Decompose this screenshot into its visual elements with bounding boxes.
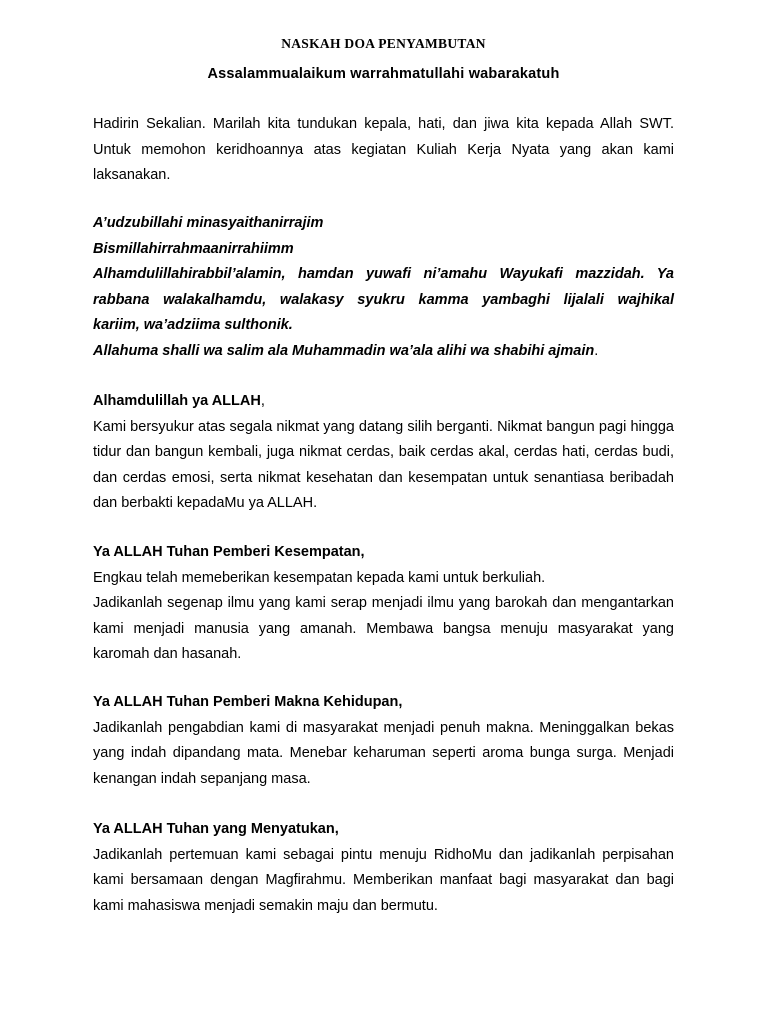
section-heading-makna-kehidupan: Ya ALLAH Tuhan Pemberi Makna Kehidupan, [93,694,403,710]
section-heading-menyatukan: Ya ALLAH Tuhan yang Menyatukan, [93,821,339,837]
prayer-line-audzubillah: A’udzubillahi minasyaithanirrajim [93,215,324,231]
prayer-line-shalawat-wrapper [93,339,674,365]
section-body-pemberi-kesempatan: Jadikanlah segenap ilmu yang kami serap menjadi ilmu yang barokah dan mengantarkan kami menjadi manusia yang amanah. Membawa bangsa menuju masyarakat yang karomah dan hasanah. [93,595,674,662]
section-pemberi-kesempatan [93,540,674,668]
section-body-menyatukan: Jadikanlah pertemuan kami sebagai pintu menuju RidhoMu dan jadikanlah perpisahan kami bersamaan dengan Magfirahmu. Memberikan manfaat bagi masyarakat dan bagi kami mahasiswa menjadi semakin maju dan bermutu. [93,846,674,914]
intro-paragraph: Hadirin Sekalian. Marilah kita tundukan kepala, hati, dan jiwa kita kepada Allah SWT. Untuk memohon keridhoannya atas kegiatan Kuliah Kerja Nyata yang akan kami laksanakan. [93,116,674,183]
section-heading-wrapper [93,389,674,415]
greeting-line: Assalammualaikum warrahmatullahi wabarakatuh [207,66,560,82]
section-alhamdulillah [93,389,674,517]
section-body-alhamdulillah: Kami bersyukur atas segala nikmat yang datang silih berganti. Nikmat bangun pagi hingga tidur dan bangun kembali, juga nikmat cerdas, baik cerdas akal, cerdas hati, cerdas budi, dan cerdas emosi, serta nikmat kesehatan dan kesempatan untuk senantiasa beribadah dan berbakti kepadaMu ya ALLAH. [93,418,674,511]
section-heading-alhamdulillah: Alhamdulillah ya ALLAH [93,393,261,409]
prayer-line-hamdalah-2: rabbana walakalhamdu, walakasy syukru kamma yambaghi lijalali wajhikal [93,291,674,308]
section-menyatukan [93,817,674,919]
section-heading-pemberi-kesempatan: Ya ALLAH Tuhan Pemberi Kesempatan, [93,544,365,560]
prayer-line-shalawat: Allahuma shalli wa salim ala Muhammadin wa’ala alihi wa shabihi ajmain [93,342,595,359]
prayer-line-bismillah: Bismillahirrahmaanirrahiimm [93,240,294,257]
prayer-line-hamdalah-3: kariim, wa’adziima sulthonik. [93,317,293,333]
document-title: NASKAH DOA PENYAMBUTAN [281,36,486,51]
section-body-makna-kehidupan: Jadikanlah pengabdian kami di masyarakat menjadi penuh makna. Meninggalkan bekas yang indah dipandang mata. Menebar keharuman seperti aroma bunga surga. Menjadi kenangan indah sepanjang masa. [93,719,674,787]
section-line-kesempatan: Engkau telah memeberikan kesempatan kepada kami untuk berkuliah. [93,569,546,586]
prayer-line-shalawat-period: . [594,342,599,359]
section-heading-comma: , [260,393,265,409]
opening-prayer [93,211,674,364]
prayer-line-hamdalah-1: Alhamdulillahirabbil’alamin, hamdan yuwafi ni’amahu Wayukafi mazzidah. Ya [93,266,674,282]
section-makna-kehidupan [93,690,674,792]
